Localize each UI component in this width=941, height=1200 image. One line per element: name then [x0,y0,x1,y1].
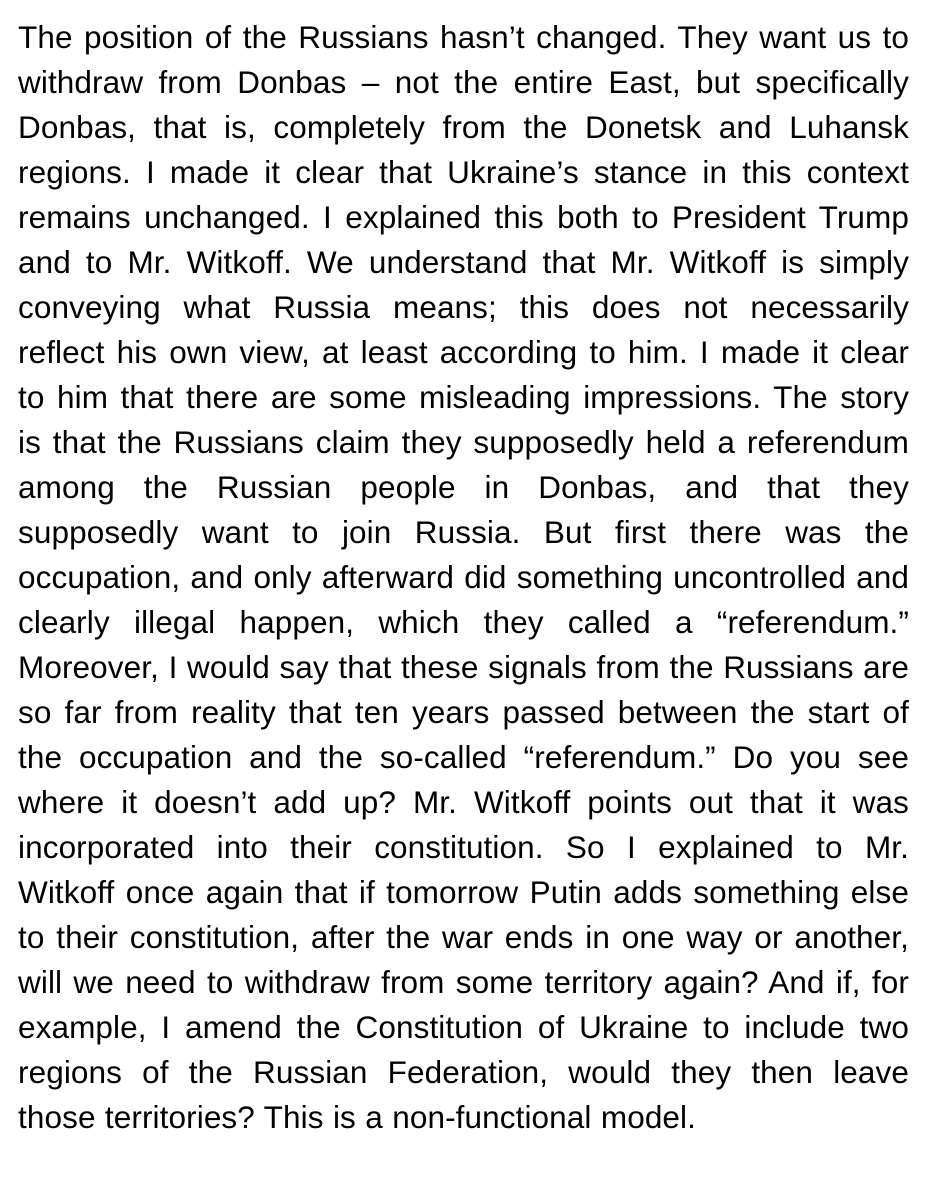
quote-paragraph: The position of the Russians hasn’t changed. They want us to withdraw from Donbas – not the entire East, but specifically Donbas, that is, completely from the Donetsk and Luhansk regions. I made it clear that Ukraine’s stance in this context remains unchanged. I explained this both to President Trump and to Mr. Witkoff. We understand that Mr. Witkoff is simply conveying what Russia means; this does not necessarily reflect his own view, at least according to him. I made it clear to him that there are some misleading impressions. The story is that the Russians claim they supposedly held a referendum among the Russian people in Donbas, and that they supposedly want to join Russia. But first there was the occupation, and only afterward did something uncontrolled and clearly illegal happen, which they called a “referendum.” Moreover, I would say that these signals from the Russians are so far from reality that ten years passed between the start of the occupation and the so-called “referendum.” Do you see where it doesn’t add up? Mr. Witkoff points out that it was incorporated into their constitution. So I explained to Mr. Witkoff once again that if tomorrow Putin adds something else to their constitution, after the war ends in one way or another, will we need to withdraw from some territory again? And if, for example, I amend the Constitution of Ukraine to include two regions of the Russian Federation, would they then leave those territories? This is a non-functional model. [18,19,909,1135]
